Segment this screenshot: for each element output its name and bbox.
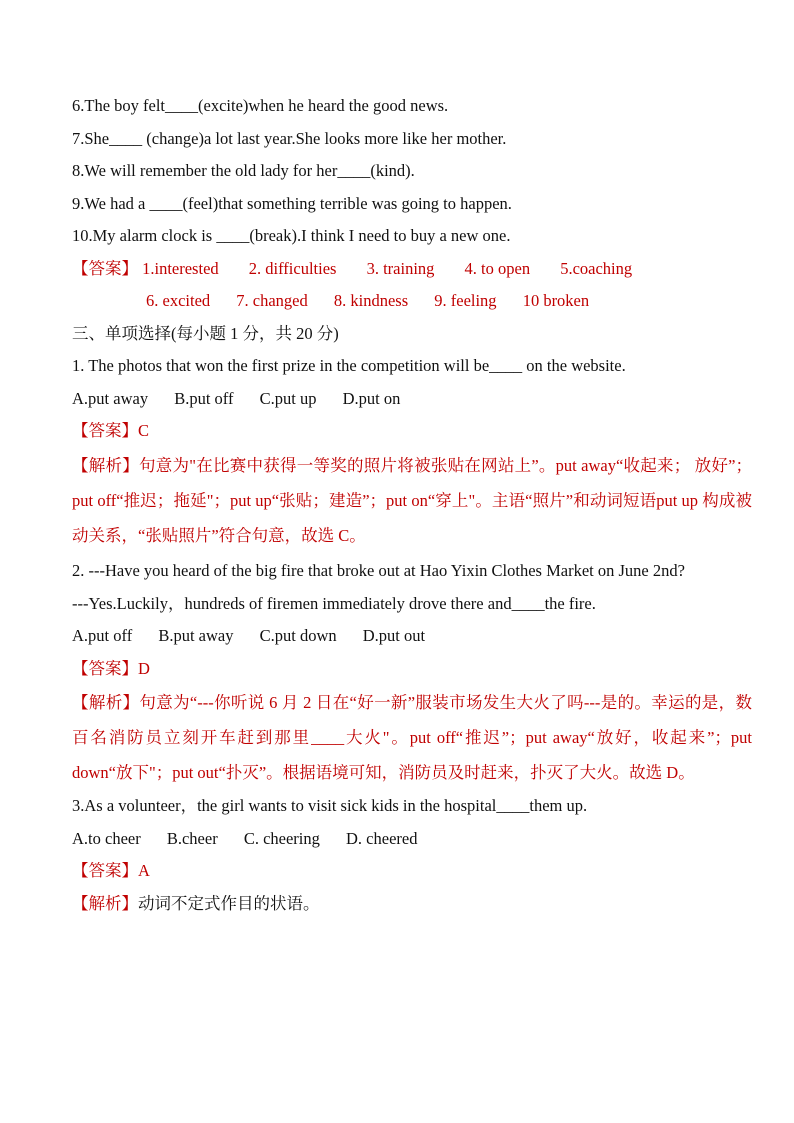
document-page <box>72 90 752 920</box>
q2-analysis <box>72 685 752 790</box>
q1-analysis <box>72 448 752 553</box>
fill-item-10: 10.My alarm clock is ____(break).I think I need to buy a new one. <box>72 226 511 245</box>
fill-answer-4: 4. to open <box>464 258 531 278</box>
q2-answer-value: D <box>138 658 150 678</box>
analysis-tag: 【解析】 <box>72 693 140 712</box>
q1-answer <box>72 415 752 448</box>
q1-option-a: A.put away <box>72 388 149 408</box>
answer-tag: 【答案】 <box>72 421 138 440</box>
q3-option-b: B.cheer <box>166 828 218 848</box>
fill-answer-row-1 <box>72 253 752 286</box>
analysis-tag: 【解析】 <box>72 893 138 913</box>
fill-item-6: 6.The boy felt____(excite)when he heard the good news. <box>72 96 449 115</box>
answer-tag: 【答案】 <box>72 658 138 678</box>
q3-stem: 3.As a volunteer，the girl wants to visit sick kids in the hospital____them up. <box>72 796 588 815</box>
fill-answer-7: 7. changed <box>236 291 308 310</box>
q2-analysis-text: 句意为“---你听说 6 月 2 日在“好一新”服装市场发生大火了吗---是的。幸运的是，数百名消防员立刻开车赶到那里____大火"。put off“推迟”；put away“放好，收起来”；put down“放下"；put out“扑灭”。根据语境可知，消防员及时赶来，扑灭了大火。故选 D。 <box>72 693 752 782</box>
q1-analysis-text: 句意为"在比赛中获得一等奖的照片将被张贴在网站上”。put away“收起来； 放好”；put off“推迟；拖延"；put up“张贴；建造”；put on“穿上"。主语“照片”和动词短语put up 构成被动关系，“张贴照片”符合句意，故选 C。 <box>72 455 752 545</box>
fill-item-9: 9.We had a ____(feel)that something terrible was going to happen. <box>72 193 512 213</box>
fill-answer-9: 9. feeling <box>434 291 497 310</box>
q2-options <box>72 620 752 653</box>
q3-analysis <box>72 888 752 921</box>
q2-option-c: C.put down <box>259 626 337 645</box>
fill-answer-row-2 <box>72 285 752 318</box>
fill-answer-1: 1.interested <box>142 258 219 278</box>
q1-option-c: C.put up <box>259 388 317 408</box>
fill-item-8: 8.We will remember the old lady for her____(kind). <box>72 161 415 180</box>
fill-answer-5: 5.coaching <box>560 258 633 278</box>
q3-options <box>72 823 752 856</box>
q2-answer <box>72 653 752 686</box>
q2-option-b: B.put away <box>158 626 234 645</box>
answer-tag: 【答案】 <box>72 258 138 278</box>
section-title: 三、单项选择(每小题 1 分，共 20 分) <box>72 323 339 343</box>
fill-answer-2: 2. difficulties <box>248 258 337 278</box>
analysis-tag: 【解析】 <box>72 455 140 475</box>
fill-answer-10: 10 broken <box>522 291 590 310</box>
q3-answer-value: A <box>138 861 150 880</box>
q3-option-d: D. cheered <box>346 828 418 848</box>
q1-option-b: B.put off <box>174 388 234 408</box>
q2-stem-reply: ---Yes.Luckily，hundreds of firemen immediately drove there and____the fire. <box>72 593 596 613</box>
fill-answer-3: 3. training <box>366 258 435 278</box>
answer-tag: 【答案】 <box>72 861 138 880</box>
q2-option-a: A.put off <box>72 626 133 645</box>
q3-option-c: C. cheering <box>243 828 320 848</box>
q1-option-d: D.put on <box>342 388 401 408</box>
q1-stem: 1. The photos that won the first prize in the competition will be____ on the website. <box>72 356 626 375</box>
q3-answer <box>72 855 752 888</box>
q1-answer-value: C <box>138 421 150 440</box>
q3-analysis-text: 动词不定式作目的状语。 <box>138 893 320 913</box>
fill-item-7: 7.She____ (change)a lot last year.She looks more like her mother. <box>72 128 507 148</box>
q2-option-d: D.put out <box>362 626 426 645</box>
fill-answer-8: 8. kindness <box>333 291 409 310</box>
fill-answer-6: 6. excited <box>146 291 211 310</box>
q3-option-a: A.to cheer <box>72 828 141 848</box>
q2-stem: 2. ---Have you heard of the big fire that broke out at Hao Yixin Clothes Market on June 2nd? <box>72 560 685 580</box>
q1-options <box>72 383 752 416</box>
